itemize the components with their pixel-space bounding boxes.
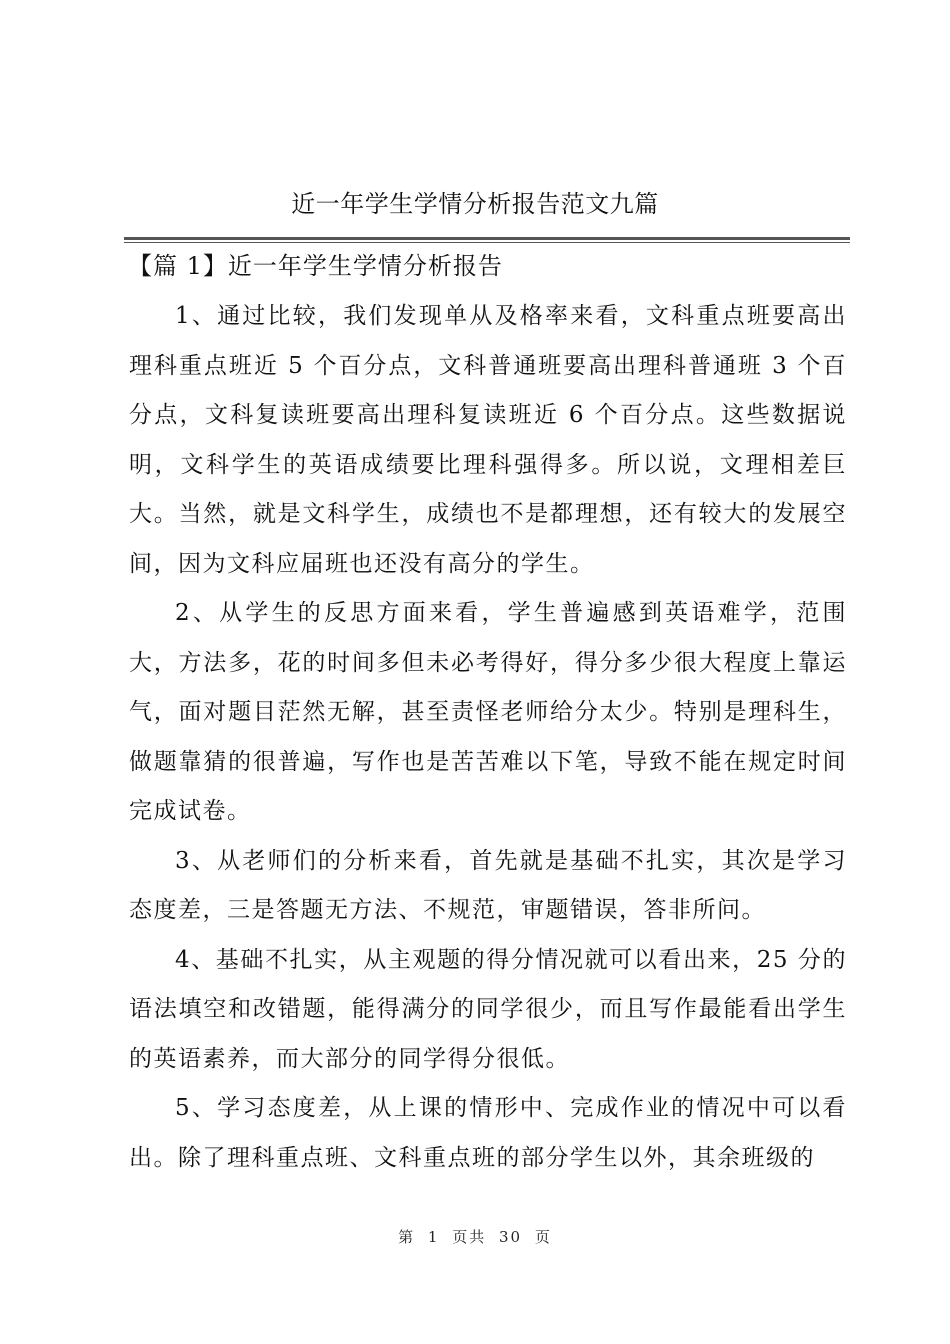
footer-middle: 页共 xyxy=(452,1228,487,1246)
title-rule-thin xyxy=(124,242,850,243)
paragraph-3: 3、从老师们的分析来看，首先就是基础不扎实，其次是学习态度差，三是答题无方法、不规范，审题错误，答非所问。 xyxy=(129,847,847,923)
paragraph-5: 5、学习态度差，从上课的情形中、完成作业的情况中可以看出。除了理科重点班、文科重点班的部分学生以外，其余班级的 xyxy=(129,1095,847,1171)
page-footer xyxy=(0,1226,950,1248)
footer-suffix: 页 xyxy=(534,1228,552,1246)
title-rule-thick xyxy=(124,237,850,240)
paragraph-4: 4、基础不扎实，从主观题的得分情况就可以看出来，25 分的语法填空和改错题，能得满分的同学很少，而且写作最能看出学生的英语素养，而大部分的同学得分很低。 xyxy=(129,946,847,1072)
document-title: 近一年学生学情分析报告范文九篇 xyxy=(291,190,659,218)
section-heading: 【篇 1】近一年学生学情分析报告 xyxy=(128,252,503,280)
document-body xyxy=(129,292,847,1183)
paragraph-2: 2、从学生的反思方面来看，学生普遍感到英语难学，范围大，方法多，花的时间多但未必考得好，得分多少很大程度上靠运气，面对题目茫然无解，甚至责怪老师给分太少。特别是理科生，做题靠猜的很普遍，写作也是苦苦难以下笔，导致不能在规定时间完成试卷。 xyxy=(129,600,847,824)
footer-prefix: 第 xyxy=(398,1228,416,1246)
footer-page-number: 1 xyxy=(427,1228,440,1246)
paragraph-1: 1、通过比较，我们发现单从及格率来看，文科重点班要高出理科重点班近 5 个百分点，文科普通班要高出理科普通班 3 个百分点，文科复读班要高出理科复读班近 6 个百分点。这些数据说明，文科学生的英语成绩要比理科强得多。所以说，文理相差巨大。当然，就是文科学生，成绩也不是都理想，还有较大的发展空间，因为文科应届班也还没有高分的学生。 xyxy=(129,303,847,577)
footer-total-pages: 30 xyxy=(499,1228,523,1246)
